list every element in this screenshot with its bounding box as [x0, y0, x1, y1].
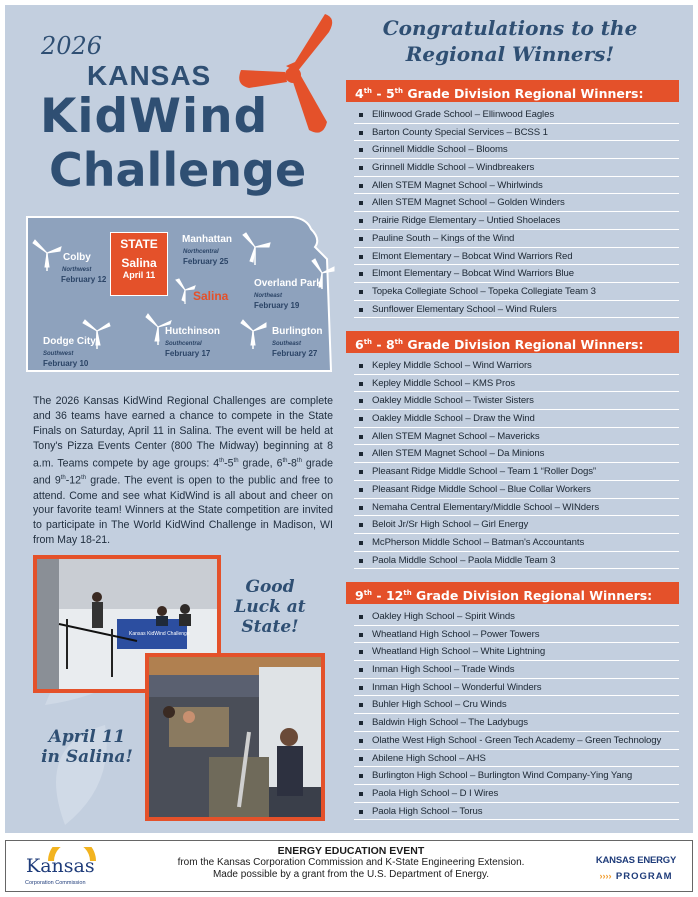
title-kidwind: KidWind [40, 89, 269, 144]
list-item: Allen STEM Magnet School – Golden Winders [354, 194, 679, 212]
map-region-hutchinson: Southcentral [165, 341, 202, 347]
kcc-logo-sub: Corporation Commission [25, 880, 86, 886]
list-item: Inman High School – Trade Winds [354, 661, 679, 679]
list-item: Oakley High School – Spirit Winds [354, 608, 679, 626]
division-4-5-heading: 4th - 5th Grade Division Regional Winners: [346, 80, 679, 102]
event-photo-testing [145, 653, 325, 821]
list-item: Wheatland High School – Power Towers [354, 626, 679, 644]
map-date-manhattan: February 25 [183, 257, 229, 266]
april-salina-text: April 11 in Salina! [41, 727, 133, 767]
list-item: Abilene High School – AHS [354, 750, 679, 768]
map-city-overland-park: Overland Park [254, 278, 322, 289]
map-region-dodge-city: Southwest [43, 351, 74, 357]
list-item: Allen STEM Magnet School – Da Minions [354, 445, 679, 463]
kcc-logo [20, 847, 100, 889]
map-city-colby: Colby [63, 252, 91, 263]
map-region-colby: Northwest [62, 267, 92, 273]
footer-heading: ENERGY EDUCATION EVENT [277, 845, 425, 857]
congrats-heading: Congratulations to the Regional Winners! [382, 16, 638, 66]
division-6-8-heading: 6th - 8th Grade Division Regional Winners: [346, 331, 679, 353]
map-city-hutchinson: Hutchinson [165, 326, 220, 337]
division-4-5-list [354, 106, 679, 318]
list-item: Elmont Elementary – Bobcat Wind Warriors Red [354, 248, 679, 266]
poster [5, 5, 693, 833]
map-city-dodge-city: Dodge City [43, 336, 96, 347]
list-item: Sunflower Elementary School – Wind Rulers [354, 301, 679, 319]
map-region-burlington: Southeast [272, 341, 302, 347]
footer-line-2: Made possible by a grant from the U.S. Department of Energy. [212, 869, 490, 880]
kep-logo-line1: KANSAS ENERGY [595, 855, 677, 866]
chevron-icon: ›››› [599, 871, 612, 881]
photo-testing-scene [149, 657, 321, 817]
kep-logo-line2: PROGRAM [615, 871, 673, 882]
list-item: Paola Middle School – Paola Middle Team 3 [354, 552, 679, 570]
list-item: Olathe West High School - Green Tech Academy – Green Technology [354, 732, 679, 750]
list-item: Pauline South – Kings of the Wind [354, 230, 679, 248]
list-item: Nemaha Central Elementary/Middle School – WINders [354, 499, 679, 517]
division-6-8 [346, 331, 679, 569]
map-region-overland-park: Northeast [254, 293, 283, 299]
list-item: Allen STEM Magnet School – Whirlwinds [354, 177, 679, 195]
list-item: Barton County Special Services – BCSS 1 [354, 124, 679, 142]
state-city: Salina [121, 256, 157, 270]
good-luck-text: Good Luck at State! [234, 577, 306, 637]
event-description: The 2026 Kansas KidWind Regional Challenges are complete and 36 teams have earned a chance to compete in the State Finals on Saturday, April 11 in Salina. The event will be held at Tony's Pizza Events Center (800 The Midway) beginning at 8 a.m. Teams compete by age groups: 4th-5th grade, 6th-8th grade and 9th-12th grade. The event is open to the public and free to attend. Come and see what KidWind is all about and cheer on your favorite team! Winners at the State competition are invited to participate in The World KidWind Challenge in Madison, WI from May 18-21. [33, 395, 333, 547]
map-date-burlington: February 27 [272, 349, 318, 358]
list-item: Grinnell Middle School – Windbreakers [354, 159, 679, 177]
salina-marker-label: Salina [193, 289, 229, 303]
division-6-8-list [354, 357, 679, 569]
list-item: Prairie Ridge Elementary – Untied Shoelaces [354, 212, 679, 230]
map-city-manhattan: Manhattan [182, 234, 232, 245]
title-challenge: Challenge [49, 143, 307, 197]
state-final-box [110, 232, 168, 296]
footer-line-1: from the Kansas Corporation Commission and K-State Engineering Extension. [177, 857, 525, 868]
state-date: April 11 [122, 270, 156, 280]
footer [5, 840, 693, 892]
list-item: Baldwin High School – The Ladybugs [354, 714, 679, 732]
map-date-hutchinson: February 17 [165, 349, 211, 358]
list-item: Paola High School – D I Wires [354, 785, 679, 803]
division-9-12-heading: 9th - 12th Grade Division Regional Winners: [346, 582, 679, 604]
list-item: Paola High School – Torus [354, 803, 679, 821]
list-item: Beloit Jr/Sr High School – Girl Energy [354, 516, 679, 534]
map-date-overland-park: February 19 [254, 301, 300, 310]
title-kansas: KANSAS [87, 60, 212, 91]
footer-text [146, 845, 556, 881]
list-item: Ellinwood Grade School – Ellinwood Eagles [354, 106, 679, 124]
list-item: Buhler High School – Cru Winds [354, 696, 679, 714]
list-item: Kepley Middle School – KMS Pros [354, 375, 679, 393]
list-item: Grinnell Middle School – Blooms [354, 141, 679, 159]
list-item: Topeka Collegiate School – Topeka Collegiate Team 3 [354, 283, 679, 301]
division-9-12 [346, 582, 679, 820]
list-item: Oakley Middle School – Draw the Wind [354, 410, 679, 428]
list-item: Pleasant Ridge Middle School – Team 1 “Roller Dogs” [354, 463, 679, 481]
title-year: 2026 [41, 32, 103, 60]
list-item: Inman High School – Wonderful Winders [354, 679, 679, 697]
division-4-5 [346, 80, 679, 318]
map-date-colby: February 12 [61, 275, 107, 284]
list-item: Pleasant Ridge Middle School – Blue Collar Workers [354, 481, 679, 499]
map-city-burlington: Burlington [272, 326, 323, 337]
list-item: Wheatland High School – White Lightning [354, 643, 679, 661]
list-item: McPherson Middle School – Batman's Accountants [354, 534, 679, 552]
list-item: Allen STEM Magnet School – Mavericks [354, 428, 679, 446]
state-label: STATE [120, 237, 158, 251]
map-date-dodge-city: February 10 [43, 359, 89, 368]
kep-logo [591, 855, 681, 884]
list-item: Kepley Middle School – Wind Warriors [354, 357, 679, 375]
map-region-manhattan: Northcentral [183, 249, 219, 255]
turbine-logo-icon [233, 10, 351, 150]
kcc-logo-name: Kansas [26, 855, 95, 877]
photo-banner-text: Kansas KidWind Challenge [129, 631, 190, 637]
list-item: Elmont Elementary – Bobcat Wind Warriors Blue [354, 265, 679, 283]
division-9-12-list [354, 608, 679, 820]
list-item: Oakley Middle School – Twister Sisters [354, 392, 679, 410]
list-item: Burlington High School – Burlington Wind Company-Ying Yang [354, 767, 679, 785]
